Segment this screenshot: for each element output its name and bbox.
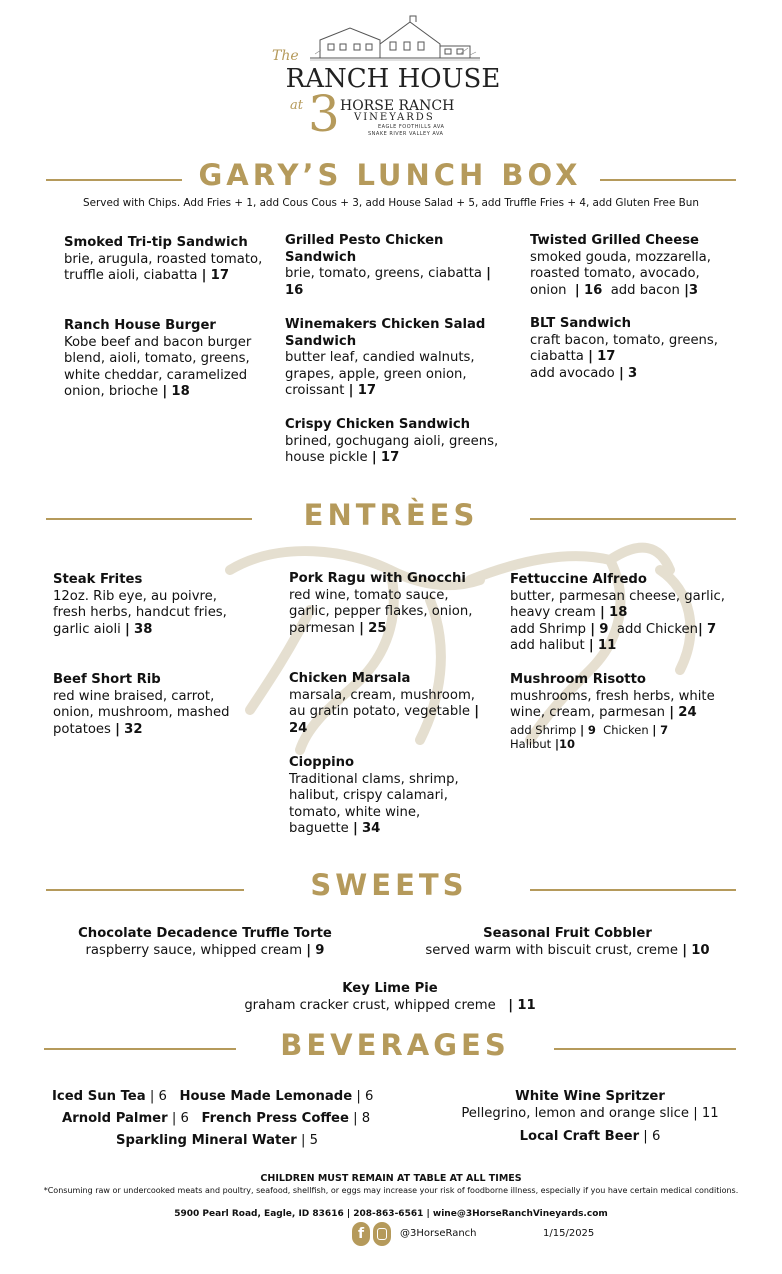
menu-date: 1/15/2025 [543,1228,595,1239]
item-price: 5 [309,1133,319,1148]
menu-item: Chicken Marsala marsala, cream, mushroom, au gratin potato, vegetable | 24 [289,671,489,737]
logo-three: 3 [308,85,340,143]
item-name: House Made Lemonade [179,1089,353,1104]
item-price: 17 [597,349,616,364]
logo-ava1: EAGLE FOOTHILLS AVA [378,124,445,130]
item-name: Smoked Tri-tip Sandwich [64,235,248,250]
menu-item: Fettuccine Alfredo butter, parmesan cheese, garlic, heavy cream | 18 add Shrimp | 9 add Chicken| 7 add halibut | 11 [510,572,732,655]
barn-illustration [310,14,480,62]
sweets-rule-right [530,889,736,891]
item-desc: craft bacon, tomato, greens, ciabatta [530,332,718,364]
footer-address: 5900 Pearl Road, Eagle, ID 83616 | 208-863-6561 | wine@3HorseRanchVineyards.com [174,1209,608,1219]
item-price: 25 [368,620,387,636]
beverage-line: Sparkling Mineral Water | 5 [116,1133,319,1148]
item-desc: butter leaf, candied walnuts, grapes, apple, green onion, croissant [285,350,475,398]
item-price: 17 [357,383,377,398]
item-name: Mushroom Risotto [510,672,646,687]
item-add-price: 9 [599,621,609,637]
item-name: Arnold Palmer [62,1111,168,1126]
item-price: 9 [315,942,325,958]
item-price: 34 [361,821,381,836]
item-addons: add Shrimp | 9 Chicken | 7 Halibut |10 [510,722,669,751]
item-desc: mushrooms, fresh herbs, white wine, cream, parmesan [510,688,715,720]
item-desc: red wine braised, carrot, onion, mushroom, mashed potatoes [53,688,230,737]
item-desc: marsala, cream, mushroom, au gratin potato, vegetable [289,687,475,719]
item-name: Winemakers Chicken Salad Sandwich [285,317,486,349]
item-price: 6 [180,1111,189,1126]
item-name: Key Lime Pie [342,981,438,996]
entrees-title: ENTRÈES [303,498,479,532]
item-name: Steak Frites [53,572,143,587]
item-price: 11 [517,997,536,1013]
item-desc: served warm with biscuit crust, creme [425,942,678,958]
menu-item: BLT Sandwich craft bacon, tomato, greens, ciabatta | 17 add avocado | 3 [530,316,730,382]
facebook-icon[interactable]: f [352,1222,370,1246]
item-add-price: 7 [707,621,717,637]
item-price: 11 [701,1105,719,1121]
footer-notice: CHILDREN MUST REMAIN AT TABLE AT ALL TIMES [260,1173,522,1184]
logo-name: RANCH HOUSE [285,64,501,94]
lunch-title: GARY’S LUNCH BOX [198,158,582,192]
item-desc: graham cracker crust, whipped creme [244,997,496,1013]
logo-the: The [272,48,299,64]
menu-item: Grilled Pesto Chicken Sandwich brie, tomato, greens, ciabatta | 16 [285,233,505,299]
item-price: 6 [364,1089,374,1104]
item-add-price: 9 [587,722,596,737]
item-price: 6 [158,1089,167,1104]
item-price: 8 [361,1111,371,1126]
item-price: 6 [651,1129,661,1144]
item-name: Cioppino [289,755,355,770]
sweets-rule-left [46,889,244,891]
item-price: 32 [124,721,143,737]
item-price: 18 [171,384,190,399]
item-extra-price: 3 [688,282,699,298]
logo-at: at [290,98,303,113]
menu-item: Twisted Grilled Cheese smoked gouda, mozzarella, roasted tomato, avocado, onion | 16 add bacon |3 [530,233,730,299]
instagram-icon[interactable] [373,1222,391,1246]
item-name: Ranch House Burger [64,318,216,333]
item-add: add halibut [510,638,585,653]
logo-vineyard-line1: HORSE RANCH [340,98,455,114]
item-add: Chicken [603,722,649,737]
item-price: 17 [210,268,229,283]
item-name: Crispy Chicken Sandwich [285,417,471,432]
item-price: 24 [289,720,308,736]
item-desc: Pellegrino, lemon and orange slice [461,1105,690,1121]
lunch-subtitle: Served with Chips. Add Fries + 1, add Cous Cous + 3, add House Salad + 5, add Truffle Fries + 4, add Gluten Free Bun [83,197,699,209]
item-desc: brie, arugula, roasted tomato, truffle aioli, ciabatta [64,251,263,283]
item-name: Twisted Grilled Cheese [530,233,699,248]
item-name: BLT Sandwich [530,316,631,331]
item-desc: brie, tomato, greens, ciabatta [285,266,482,281]
item-name: Pork Ragu with Gnocchi [289,571,466,586]
menu-item: White Wine Spritzer Pellegrino, lemon and orange slice | 11 [440,1089,740,1122]
menu-item: Pork Ragu with Gnocchi red wine, tomato sauce, garlic, pepper flakes, onion, parmesan | 25 [289,571,489,637]
item-desc: smoked gouda, mozzarella, roasted tomato, avocado, onion [530,249,711,298]
item-extra: add avocado [530,365,615,381]
beverages-rule-right [554,1048,736,1050]
sweets-title: SWEETS [310,868,468,902]
item-desc: red wine, tomato sauce, garlic, pepper flakes, onion, parmesan [289,587,473,636]
beverage-line: Arnold Palmer | 6 French Press Coffee | 8 [62,1111,371,1126]
item-add-price: 7 [660,722,669,737]
menu-item: Cioppino Traditional clams, shrimp, halibut, crispy calamari, tomato, white wine, baguette | 34 [289,755,474,838]
item-name: Sparkling Mineral Water [116,1133,297,1148]
item-add-price: 11 [597,638,617,653]
item-name: French Press Coffee [201,1111,349,1126]
beverages-title: BEVERAGES [280,1028,510,1062]
item-desc: Traditional clams, shrimp, halibut, crispy calamari, tomato, white wine, baguette [289,771,459,836]
item-add: add Chicken [616,621,699,637]
item-name: Local Craft Beer [519,1129,640,1144]
beverages-rule-left [44,1048,236,1050]
item-extra-price: 3 [627,365,638,381]
item-desc: butter, parmesan cheese, garlic, heavy cream [510,588,725,620]
item-desc: Kobe beef and bacon burger blend, aioli, tomato, greens, white cheddar, caramelized onion, brioche [64,334,252,399]
item-name: Beef Short Rib [53,672,161,687]
entrees-rule-right [530,518,736,520]
item-name: White Wine Spritzer [515,1089,665,1104]
item-name: Chocolate Decadence Truffle Torte [78,926,332,941]
item-add-price: 10 [559,736,576,751]
menu-item: Winemakers Chicken Salad Sandwich butter leaf, candied walnuts, grapes, apple, green onion, croissant | 17 [285,317,505,400]
logo [270,14,510,144]
lunch-rule-left [46,179,182,181]
menu-item: Mushroom Risotto mushrooms, fresh herbs, white wine, cream, parmesan | 24 add Shrimp | 9 Chicken | 7 Halibut |10 [510,672,732,751]
menu-item: Beef Short Rib red wine braised, carrot, onion, mushroom, mashed potatoes | 32 [53,672,253,738]
logo-vineyard-line2: VINEYARDS [354,112,435,123]
lunch-rule-right [600,179,736,181]
item-price: 10 [691,942,710,958]
beverage-line: Local Craft Beer | 6 [519,1129,661,1144]
menu-item: Seasonal Fruit Cobbler served warm with biscuit crust, creme | 10 [400,926,735,959]
item-desc: raspberry sauce, whipped cream [85,942,303,958]
item-add: Halibut [510,736,552,751]
item-add: add Shrimp [510,722,577,737]
menu-item: Key Lime Pie graham cracker crust, whipped creme | 11 [190,981,590,1014]
item-name: Fettuccine Alfredo [510,572,647,587]
entrees-rule-left [46,518,252,520]
item-name: Seasonal Fruit Cobbler [483,926,652,941]
item-price: 38 [134,621,153,637]
item-price: 18 [609,605,628,620]
social-handle[interactable]: @3HorseRanch [400,1228,477,1239]
item-name: Iced Sun Tea [52,1089,146,1104]
menu-item: Steak Frites 12oz. Rib eye, au poivre, fresh herbs, handcut fries, garlic aioli | 38 [53,572,253,638]
item-extra: add bacon [610,282,680,298]
item-add: add Shrimp [510,621,587,637]
item-price: 16 [285,282,304,298]
menu-item: Crispy Chicken Sandwich brined, gochugang aioli, greens, house pickle | 17 [285,417,510,467]
item-name: Chicken Marsala [289,671,411,686]
beverage-line: Iced Sun Tea | 6 House Made Lemonade | 6 [52,1089,374,1104]
item-desc: brined, gochugang aioli, greens, house pickle [285,433,499,465]
item-price: 16 [583,282,603,298]
logo-ava2: SNAKE RIVER VALLEY AVA [368,131,444,137]
item-name: Grilled Pesto Chicken Sandwich [285,233,444,265]
item-price: 17 [380,450,400,465]
footer-disclaimer: *Consuming raw or undercooked meats and poultry, seafood, shellfish, or eggs may increase your risk of foodborne illness, especially if you have certain medical conditions. [43,1186,739,1195]
menu-item: Chocolate Decadence Truffle Torte raspberry sauce, whipped cream | 9 [50,926,360,959]
menu-item: Ranch House Burger Kobe beef and bacon burger blend, aioli, tomato, greens, white cheddar, caramelized onion, brioche | 18 [64,318,264,401]
item-price: 24 [678,705,697,720]
item-desc: 12oz. Rib eye, au poivre, fresh herbs, handcut fries, garlic aioli [53,588,227,637]
menu-item: Smoked Tri-tip Sandwich brie, arugula, roasted tomato, truffle aioli, ciabatta | 17 [64,235,263,283]
